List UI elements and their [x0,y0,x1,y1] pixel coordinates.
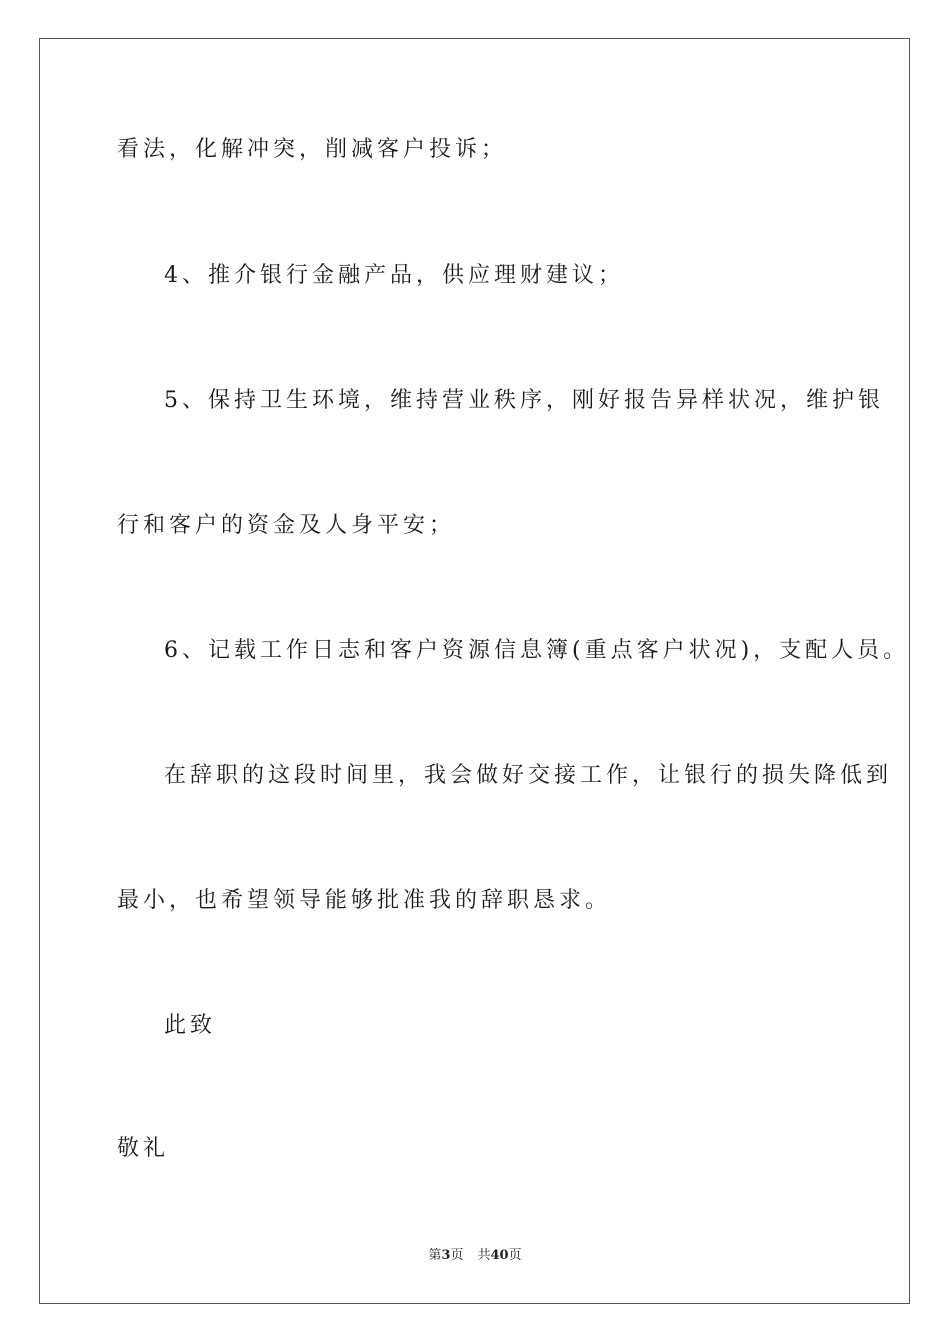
list-item-6: 6、记载工作日志和客户资源信息簿(重点客户状况)，支配人员。 [164,638,910,663]
total-prefix: 共 [477,1248,491,1263]
closing-paragraph-continued: 最小，也希望领导能够批准我的辞职恳求。 [117,888,612,913]
closing-paragraph: 在辞职的这段时间里，我会做好交接工作，让银行的损失降低到 [164,763,893,788]
body-line-1: 看法，化解冲突，削减客户投诉； [117,137,508,162]
salutation: 此致 [164,1013,217,1038]
list-item-4: 4、推介银行金融产品，供应理财建议； [164,263,624,288]
page-number: 3 [441,1248,451,1263]
page-suffix: 页 [450,1248,464,1263]
list-item-5: 5、保持卫生环境，维持营业秩序，刚好报告异样状况，维护银 [164,388,884,413]
page-prefix: 第 [428,1248,442,1263]
regards: 敬礼 [117,1136,170,1161]
list-item-5-continued: 行和客户的资金及人身平安； [117,513,456,538]
total-suffix: 页 [508,1248,522,1263]
page-footer [0,1247,950,1265]
page-border [39,38,910,1304]
total-pages: 40 [490,1248,509,1263]
